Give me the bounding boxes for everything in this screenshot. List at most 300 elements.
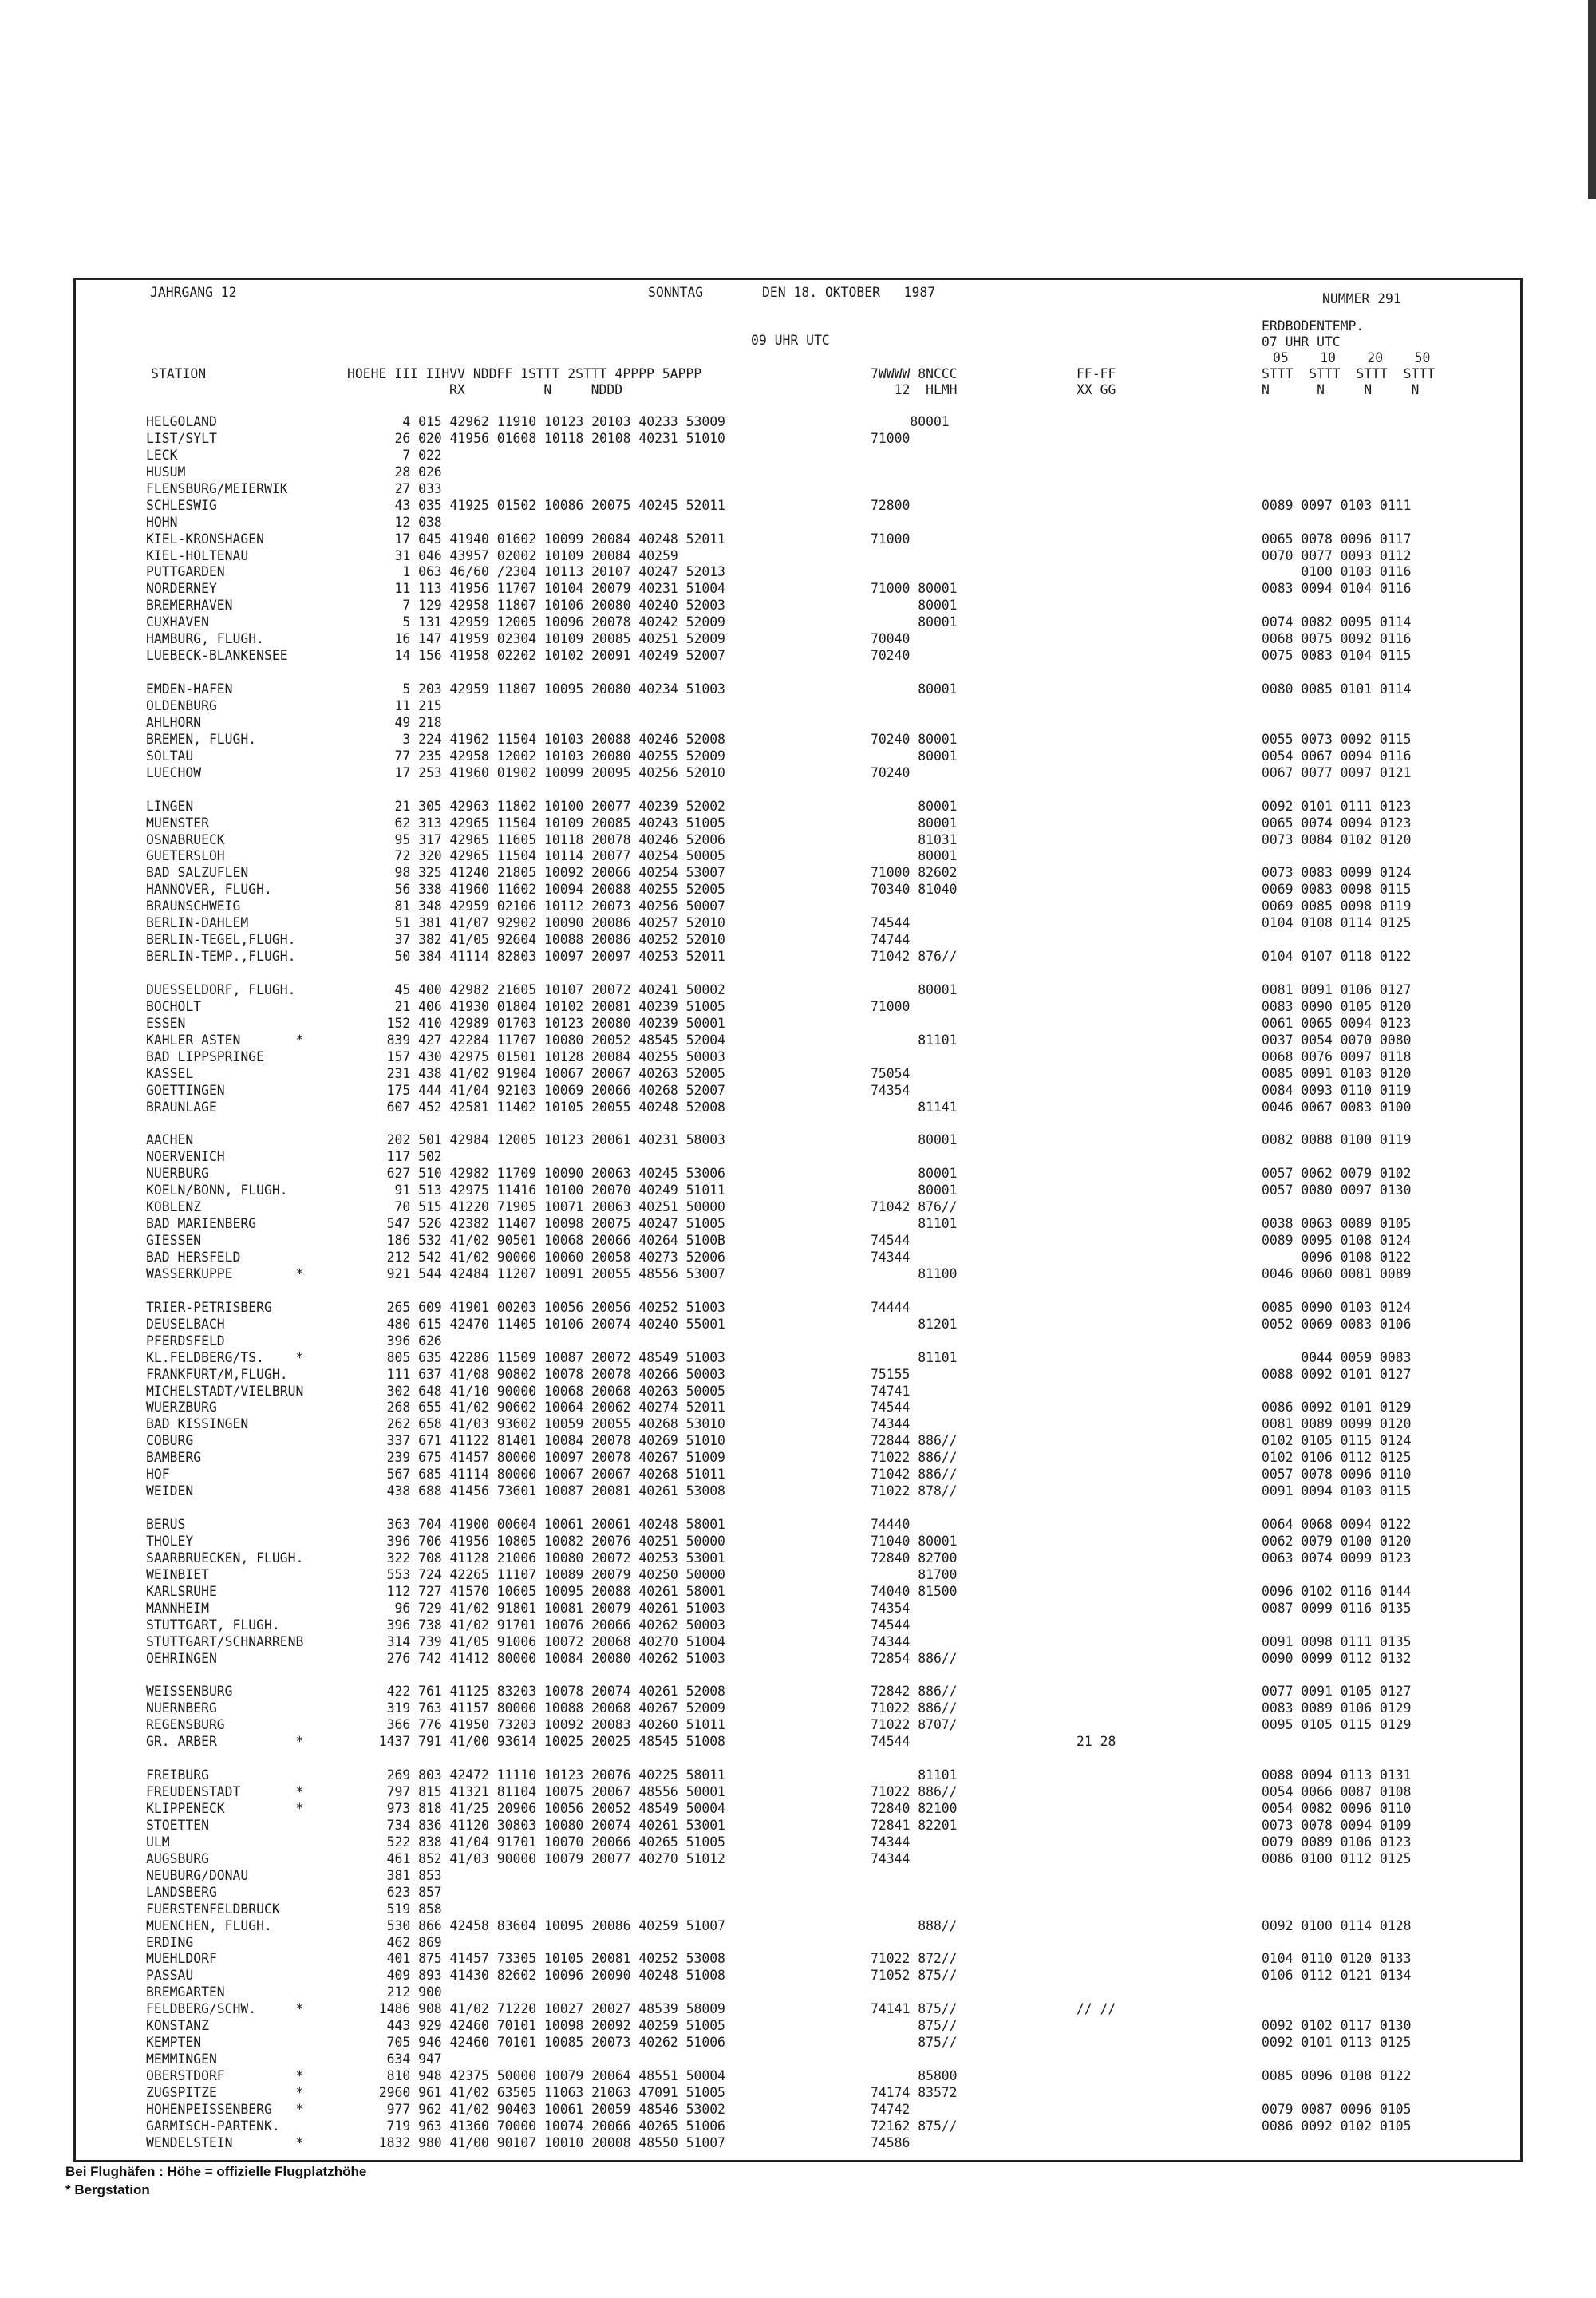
weather-group: 81031: [871, 831, 958, 847]
weather-group: 70240: [871, 764, 911, 780]
station-values: 519 858: [363, 1901, 442, 1917]
station-name: GOETTINGEN: [146, 1082, 225, 1098]
station-values: 50 384 41114 82803 10097 20097 40253 52011: [363, 949, 725, 965]
soil-temperatures: 0054 0082 0096 0110: [1262, 1801, 1412, 1817]
soil-temperatures: 0096 0108 0122: [1262, 1250, 1412, 1265]
station-values: 14 156 41958 02202 10102 20091 40249 52007: [363, 648, 725, 664]
weather-group: 74174 83572: [871, 2085, 958, 2100]
station-values: 27 033: [363, 480, 442, 496]
weather-group: 74344: [871, 1416, 911, 1432]
soil-temperatures: 0074 0082 0095 0114: [1262, 614, 1412, 630]
station-name: NOERVENICH: [146, 1149, 225, 1165]
station-name: EMDEN-HAFEN: [146, 681, 233, 697]
station-name: FELDBERG/SCHW. *: [146, 2001, 304, 2017]
station-values: 607 452 42581 11402 10105 20055 40248 52008: [363, 1099, 725, 1115]
soil-temperatures: 0089 0097 0103 0111: [1262, 497, 1412, 513]
weather-group: 71022 886//: [871, 1700, 958, 1716]
weather-group: 71042 876//: [871, 949, 958, 965]
weather-group: 72162 875//: [871, 2118, 958, 2134]
station-values: 28 026: [363, 464, 442, 480]
station-name: MEMMINGEN: [146, 2051, 217, 2067]
weather-columns-header: 7WWWW 8NCCC: [871, 366, 958, 381]
station-values: 2960 961 41/02 63505 11063 21063 47091 51005: [363, 2085, 725, 2100]
soil-temperature-time: 07 UHR UTC: [1262, 334, 1341, 349]
station-name: BAD KISSINGEN: [146, 1416, 249, 1432]
main-columns-header: HOEHE III IIHVV NDDFF 1STTT 2STTT 4PPPP 5APPP: [347, 366, 702, 381]
station-name: PFERDSFELD: [146, 1333, 225, 1348]
station-values: 1832 980 41/00 90107 10010 20008 48550 51007: [363, 2134, 725, 2150]
soil-temperatures: 0080 0085 0101 0114: [1262, 681, 1412, 697]
weather-group: 72840 82700: [871, 1550, 958, 1566]
station-values: 21 305 42963 11802 10100 20077 40239 52002: [363, 798, 725, 814]
station-values: 117 502: [363, 1149, 442, 1165]
soil-temperatures: 0077 0091 0105 0127: [1262, 1684, 1412, 1700]
soil-temperatures: 0100 0103 0116: [1262, 564, 1412, 580]
station-name: MUENSTER: [146, 815, 209, 831]
weather-group: 74586: [871, 2134, 911, 2150]
soil-temperatures: 0057 0062 0079 0102: [1262, 1166, 1412, 1182]
weather-group: 74344: [871, 1633, 911, 1649]
weather-group: 74344: [871, 1834, 911, 1850]
soil-temperatures: 0082 0088 0100 0119: [1262, 1132, 1412, 1148]
weather-group: 74344: [871, 1850, 911, 1866]
station-name: ESSEN: [146, 1015, 186, 1031]
station-values: 363 704 41900 00604 10061 20061 40248 58001: [363, 1517, 725, 1533]
weather-group: 71000 80001: [871, 581, 958, 597]
station-name: KL.FELDBERG/TS. *: [146, 1349, 304, 1365]
station-values: 322 708 41128 21006 10080 20072 40253 53001: [363, 1550, 725, 1566]
station-name: BRAUNSCHWEIG: [146, 898, 241, 914]
station-name: BERLIN-TEMP.,FLUGH.: [146, 949, 296, 965]
date-label: DEN 18. OKTOBER 1987: [762, 285, 936, 300]
soil-temperatures: 0044 0059 0083: [1262, 1349, 1412, 1365]
station-values: 627 510 42982 11709 10090 20063 40245 53006: [363, 1166, 725, 1182]
soil-temperatures: 0089 0095 0108 0124: [1262, 1233, 1412, 1249]
station-name: ZUGSPITZE *: [146, 2085, 304, 2100]
station-name: OLDENBURG: [146, 697, 217, 713]
weather-group: 80001: [871, 848, 958, 864]
station-name: REGENSBURG: [146, 1717, 225, 1733]
station-values: 319 763 41157 80000 10088 20068 40267 52009: [363, 1700, 725, 1716]
station-values: 1 063 46/60 /2304 10113 20107 40247 52013: [363, 564, 725, 580]
soil-temperatures: 0069 0085 0098 0119: [1262, 898, 1412, 914]
weather-group: 81201: [871, 1316, 958, 1332]
station-values: 268 655 41/02 90602 10064 20062 40274 52011: [363, 1400, 725, 1416]
station-values: 921 544 42484 11207 10091 20055 48556 53007: [363, 1265, 725, 1281]
station-name: LIST/SYLT: [146, 430, 217, 446]
weather-group: 80001: [871, 815, 958, 831]
station-name: KIEL-KRONSHAGEN: [146, 531, 265, 547]
station-values: 381 853: [363, 1867, 442, 1883]
station-name: BREMERHAVEN: [146, 598, 233, 614]
soil-temperatures: 0065 0078 0096 0117: [1262, 531, 1412, 547]
station-name: BOCHOLT: [146, 998, 202, 1014]
soil-temperatures: 0095 0105 0115 0129: [1262, 1717, 1412, 1733]
soil-temperatures: 0068 0076 0097 0118: [1262, 1048, 1412, 1064]
weather-group: 71000: [871, 430, 911, 446]
soil-temperatures: 0064 0068 0094 0122: [1262, 1517, 1412, 1533]
station-name: BREMEN, FLUGH.: [146, 731, 257, 747]
station-name: AUGSBURG: [146, 1850, 209, 1866]
footnote-mountain-station: * Bergstation: [65, 2182, 150, 2197]
station-values: 49 218: [363, 714, 442, 730]
station-name: PASSAU: [146, 1968, 194, 1984]
station-values: 634 947: [363, 2051, 442, 2067]
soil-temperatures: 0081 0091 0106 0127: [1262, 981, 1412, 997]
soil-temperatures: 0106 0112 0121 0134: [1262, 1968, 1412, 1984]
station-name: WENDELSTEIN *: [146, 2134, 304, 2150]
weather-group: 80001: [871, 798, 958, 814]
weather-group: 71022 886//: [871, 1450, 958, 1466]
weather-group: 71022 886//: [871, 1784, 958, 1800]
station-name: HANNOVER, FLUGH.: [146, 882, 272, 898]
wind-gust-header: FF-FF: [1077, 366, 1116, 381]
station-values: 337 671 41122 81401 10084 20078 40269 51010: [363, 1433, 725, 1449]
station-name: FREUDENSTADT *: [146, 1784, 304, 1800]
station-name: SOLTAU: [146, 748, 194, 764]
station-name: BREMGARTEN: [146, 1984, 225, 2000]
weather-group: 74544: [871, 1734, 911, 1750]
soil-temperatures: 0079 0089 0106 0123: [1262, 1834, 1412, 1850]
station-values: 265 609 41901 00203 10056 20056 40252 51003: [363, 1299, 725, 1315]
station-name: GARMISCH-PARTENK.: [146, 2118, 280, 2134]
weather-group: 81101: [871, 1216, 958, 1232]
station-name: FREIBURG: [146, 1767, 209, 1783]
station-name: HUSUM: [146, 464, 186, 480]
weather-group: 875//: [871, 2018, 958, 2034]
station-name: AHLHORN: [146, 714, 202, 730]
soil-temperatures: 0086 0092 0101 0129: [1262, 1400, 1412, 1416]
station-values: 805 635 42286 11509 10087 20072 48549 51003: [363, 1349, 725, 1365]
station-name: THOLEY: [146, 1533, 194, 1549]
station-name: KOELN/BONN, FLUGH.: [146, 1183, 288, 1198]
weather-group: 74544: [871, 1233, 911, 1249]
soil-temperatures: 0104 0108 0114 0125: [1262, 915, 1412, 931]
weather-group: 71022 8707/: [871, 1717, 958, 1733]
station-name: NUERBURG: [146, 1166, 209, 1182]
station-values: 443 929 42460 70101 10098 20092 40259 51005: [363, 2018, 725, 2034]
volume-label: JAHRGANG 12: [150, 285, 237, 300]
station-name: MANNHEIM: [146, 1600, 209, 1616]
station-values: 5 131 42959 12005 10096 20078 40242 52009: [363, 614, 725, 630]
station-values: 4 015 42962 11910 10123 20103 40233 53009: [363, 414, 725, 429]
soil-temperatures: 0075 0083 0104 0115: [1262, 648, 1412, 664]
station-values: 17 045 41940 01602 10099 20084 40248 52011: [363, 531, 725, 547]
station-values: 17 253 41960 01902 10099 20095 40256 52010: [363, 764, 725, 780]
soil-temperatures: 0038 0063 0089 0105: [1262, 1216, 1412, 1232]
soil-temperatures: 0057 0078 0096 0110: [1262, 1467, 1412, 1483]
station-name: OSNABRUECK: [146, 831, 225, 847]
weather-group: 74344: [871, 1250, 911, 1265]
soil-temperatures: 0091 0098 0111 0135: [1262, 1633, 1412, 1649]
station-name: KLIPPENECK *: [146, 1801, 304, 1817]
weather-group: 70040: [871, 631, 911, 647]
station-values: 43 035 41925 01502 10086 20075 40245 52011: [363, 497, 725, 513]
station-values: 56 338 41960 11602 10094 20088 40255 52005: [363, 882, 725, 898]
main-columns-subheader: RX N NDDD: [449, 382, 623, 397]
station-name: SAARBRUECKEN, FLUGH.: [146, 1550, 304, 1566]
station-values: 396 706 41956 10805 10082 20076 40251 50000: [363, 1533, 725, 1549]
station-values: 45 400 42982 21605 10107 20072 40241 50002: [363, 981, 725, 997]
station-name: COBURG: [146, 1433, 194, 1449]
soil-temperatures: 0079 0087 0096 0105: [1262, 2101, 1412, 2117]
station-values: 175 444 41/04 92103 10069 20066 40268 52007: [363, 1082, 725, 1098]
soil-temperatures: 0085 0090 0103 0124: [1262, 1299, 1412, 1315]
station-name: KARLSRUHE: [146, 1583, 217, 1599]
soil-temperatures: 0081 0089 0099 0120: [1262, 1416, 1412, 1432]
station-values: 16 147 41959 02304 10109 20085 40251 52009: [363, 631, 725, 647]
station-name: OBERSTDORF *: [146, 2068, 304, 2084]
station-name: WEISSENBURG: [146, 1684, 233, 1700]
station-values: 719 963 41360 70000 10074 20066 40265 51006: [363, 2118, 725, 2134]
station-values: 95 317 42965 11605 10118 20078 40246 52006: [363, 831, 725, 847]
station-name: NUERNBERG: [146, 1700, 217, 1716]
weather-group: 71042 876//: [871, 1199, 958, 1215]
soil-temperatures: 0083 0094 0104 0116: [1262, 581, 1412, 597]
weather-group: 81101: [871, 1349, 958, 1365]
station-name: HOHN: [146, 514, 178, 530]
soil-temperatures: 0083 0090 0105 0120: [1262, 998, 1412, 1014]
weather-group: 71042 886//: [871, 1467, 958, 1483]
soil-temperatures: 0086 0100 0112 0125: [1262, 1850, 1412, 1866]
station-values: 705 946 42460 70101 10085 20073 40262 51006: [363, 2035, 725, 2051]
station-values: 262 658 41/03 93602 10059 20055 40268 53010: [363, 1416, 725, 1432]
station-name: WEIDEN: [146, 1483, 194, 1499]
station-values: 547 526 42382 11407 10098 20075 40247 51005: [363, 1216, 725, 1232]
station-name: BERLIN-TEGEL,FLUGH.: [146, 932, 296, 948]
station-name: LECK: [146, 447, 178, 463]
station-name: STOETTEN: [146, 1817, 209, 1833]
station-name: BAD SALZUFLEN: [146, 865, 249, 881]
station-values: 70 515 41220 71905 10071 20063 40251 50000: [363, 1199, 725, 1215]
weather-group: 72841 82201: [871, 1817, 958, 1833]
station-values: 7 022: [363, 447, 442, 463]
station-name: AACHEN: [146, 1132, 194, 1148]
station-name: HOF: [146, 1467, 170, 1483]
station-name: BERUS: [146, 1517, 186, 1533]
station-values: 553 724 42265 11107 10089 20079 40250 50000: [363, 1566, 725, 1582]
weather-group: 71052 875//: [871, 1968, 958, 1984]
weather-group: 74544: [871, 915, 911, 931]
weather-columns-subheader: 12 HLMH: [871, 382, 958, 397]
station-values: 480 615 42470 11405 10106 20074 40240 55001: [363, 1316, 725, 1332]
weather-group: 74354: [871, 1082, 911, 1098]
station-values: 797 815 41321 81104 10075 20067 48556 50001: [363, 1784, 725, 1800]
station-values: 26 020 41956 01608 10118 20108 40231 51010: [363, 430, 725, 446]
station-name: LUEBECK-BLANKENSEE: [146, 648, 288, 664]
weather-group: 74040 81500: [871, 1583, 958, 1599]
soil-temperatures: 0055 0073 0092 0115: [1262, 731, 1412, 747]
soil-temperatures: 0073 0078 0094 0109: [1262, 1817, 1412, 1833]
station-values: 11 215: [363, 697, 442, 713]
station-name: KONSTANZ: [146, 2018, 209, 2034]
soil-temperatures: 0057 0080 0097 0130: [1262, 1183, 1412, 1198]
station-values: 186 532 41/02 90501 10068 20066 40264 5100B: [363, 1233, 725, 1249]
station-values: 567 685 41114 80000 10067 20067 40268 51011: [363, 1467, 725, 1483]
station-name: MICHELSTADT/VIELBRUN: [146, 1383, 304, 1399]
station-values: 409 893 41430 82602 10096 20090 40248 51008: [363, 1968, 725, 1984]
soil-temperatures: 0087 0099 0116 0135: [1262, 1600, 1412, 1616]
weather-group: 70240: [871, 648, 911, 664]
station-values: 839 427 42284 11707 10080 20052 48545 52004: [363, 1032, 725, 1048]
station-values: 62 313 42965 11504 10109 20085 40243 51005: [363, 815, 725, 831]
weather-group: 80001: [871, 1183, 958, 1198]
soil-temperatures: 0073 0083 0099 0124: [1262, 865, 1412, 881]
station-values: 5 203 42959 11807 10095 20080 40234 51003: [363, 681, 725, 697]
weather-group: 75054: [871, 1065, 911, 1081]
weather-group: 71000 82602: [871, 865, 958, 881]
weather-group: 80001: [871, 981, 958, 997]
station-values: 77 235 42958 12002 10103 20080 40255 52009: [363, 748, 725, 764]
station-values: 396 626: [363, 1333, 442, 1348]
soil-temperatures: 0068 0075 0092 0116: [1262, 631, 1412, 647]
weather-group: 80001: [871, 414, 950, 429]
station-name: BAMBERG: [146, 1450, 202, 1466]
weather-group: 81141: [871, 1099, 958, 1115]
soil-temperatures: 0102 0106 0112 0125: [1262, 1450, 1412, 1466]
soil-temperatures: 0092 0102 0117 0130: [1262, 2018, 1412, 2034]
soil-depths: 05 10 20 50: [1273, 350, 1431, 365]
weekday-label: SONNTAG: [648, 285, 704, 300]
weather-group: 74744: [871, 932, 911, 948]
station-name: ULM: [146, 1834, 170, 1850]
station-name: BRAUNLAGE: [146, 1099, 217, 1115]
weather-group: 80001: [871, 614, 958, 630]
soil-temperatures: 0069 0083 0098 0115: [1262, 882, 1412, 898]
station-values: 7 129 42958 11807 10106 20080 40240 52003: [363, 598, 725, 614]
station-values: 37 382 41/05 92604 10088 20086 40252 52010: [363, 932, 725, 948]
soil-temperatures: 0067 0077 0097 0121: [1262, 764, 1412, 780]
weather-group: 81101: [871, 1767, 958, 1783]
station-name: MUENCHEN, FLUGH.: [146, 1917, 272, 1933]
station-values: 202 501 42984 12005 10123 20061 40231 58003: [363, 1132, 725, 1148]
soil-temperatures: 0063 0074 0099 0123: [1262, 1550, 1412, 1566]
issue-number: NUMMER 291: [1322, 291, 1401, 306]
station-name: FUERSTENFELDBRUCK: [146, 1901, 280, 1917]
station-values: 98 325 41240 21805 10092 20066 40254 53007: [363, 865, 725, 881]
weather-group: 71000: [871, 998, 911, 1014]
station-name: BAD HERSFELD: [146, 1250, 241, 1265]
station-header: STATION: [151, 366, 207, 381]
station-values: 112 727 41570 10605 10095 20088 40261 58001: [363, 1583, 725, 1599]
station-values: 522 838 41/04 91701 10070 20066 40265 51005: [363, 1834, 725, 1850]
station-values: 269 803 42472 11110 10123 20076 40225 58011: [363, 1767, 725, 1783]
soil-temperatures: 0104 0107 0118 0122: [1262, 949, 1412, 965]
station-name: DEUSELBACH: [146, 1316, 225, 1332]
soil-temperatures: 0046 0060 0081 0089: [1262, 1265, 1412, 1281]
soil-temperatures: 0084 0093 0110 0119: [1262, 1082, 1412, 1098]
soil-temperatures: 0096 0102 0116 0144: [1262, 1583, 1412, 1599]
soil-temperatures: 0037 0054 0070 0080: [1262, 1032, 1412, 1048]
weather-group: 74444: [871, 1299, 911, 1315]
soil-temperatures: 0091 0094 0103 0115: [1262, 1483, 1412, 1499]
weather-group: 71022 878//: [871, 1483, 958, 1499]
station-name: GR. ARBER *: [146, 1734, 304, 1750]
station-name: TRIER-PETRISBERG: [146, 1299, 272, 1315]
soil-temperatures: 0054 0066 0087 0108: [1262, 1784, 1412, 1800]
weather-group: 71022 872//: [871, 1951, 958, 1967]
soil-temperatures: 0092 0100 0114 0128: [1262, 1917, 1412, 1933]
station-values: 81 348 42959 02106 10112 20073 40256 50007: [363, 898, 725, 914]
station-values: 51 381 41/07 92902 10090 20086 40257 52010: [363, 915, 725, 931]
station-values: 1437 791 41/00 93614 10025 20025 48545 51008: [363, 1734, 725, 1750]
station-name: KAHLER ASTEN *: [146, 1032, 304, 1048]
weather-group: 85800: [871, 2068, 958, 2084]
soil-temperatures: 0052 0069 0083 0106: [1262, 1316, 1412, 1332]
station-name: HELGOLAND: [146, 414, 217, 429]
soil-columns-subheader: N N N N: [1262, 382, 1420, 397]
weather-group: 80001: [871, 1132, 958, 1148]
gust-group: 21 28: [1077, 1734, 1116, 1750]
weather-group: 81101: [871, 1032, 958, 1048]
soil-temperatures: 0062 0079 0100 0120: [1262, 1533, 1412, 1549]
weather-group: 74544: [871, 1617, 911, 1633]
station-values: 239 675 41457 80000 10097 20078 40267 51009: [363, 1450, 725, 1466]
soil-temperatures: 0073 0084 0102 0120: [1262, 831, 1412, 847]
station-name: STUTTGART/SCHNARRENB: [146, 1633, 304, 1649]
station-values: 157 430 42975 01501 10128 20084 40255 50003: [363, 1048, 725, 1064]
soil-temperatures: 0065 0074 0094 0123: [1262, 815, 1412, 831]
station-name: FRANKFURT/M,FLUGH.: [146, 1366, 288, 1382]
footnote-airports: Bei Flughäfen : Höhe = offizielle Flugplatzhöhe: [65, 2164, 367, 2179]
station-values: 11 113 41956 11707 10104 20079 40231 51004: [363, 581, 725, 597]
station-values: 366 776 41950 73203 10092 20083 40260 51011: [363, 1717, 725, 1733]
soil-temperatures: 0090 0099 0112 0132: [1262, 1650, 1412, 1666]
station-name: HOHENPEISSENBERG *: [146, 2101, 304, 2117]
station-values: 212 542 41/02 90000 10060 20058 40273 52006: [363, 1250, 725, 1265]
station-name: WUERZBURG: [146, 1400, 217, 1416]
soil-temperatures: 0086 0092 0102 0105: [1262, 2118, 1412, 2134]
station-values: 1486 908 41/02 71220 10027 20027 48539 58009: [363, 2001, 725, 2017]
weather-group: 81700: [871, 1566, 958, 1582]
weather-group: 72854 886//: [871, 1650, 958, 1666]
station-values: 91 513 42975 11416 10100 20070 40249 51011: [363, 1183, 725, 1198]
station-values: 31 046 43957 02002 10109 20084 40259: [363, 547, 678, 563]
station-name: BERLIN-DAHLEM: [146, 915, 249, 931]
station-values: 810 948 42375 50000 10079 20064 48551 50004: [363, 2068, 725, 2084]
station-values: 401 875 41457 73305 10105 20081 40252 53008: [363, 1951, 725, 1967]
soil-temperatures: 0085 0091 0103 0120: [1262, 1065, 1412, 1081]
soil-temperatures: 0092 0101 0111 0123: [1262, 798, 1412, 814]
station-name: KIEL-HOLTENAU: [146, 547, 249, 563]
station-values: 276 742 41412 80000 10084 20080 40262 51003: [363, 1650, 725, 1666]
weather-group: 72840 82100: [871, 1801, 958, 1817]
soil-columns-header: STTT STTT STTT STTT: [1262, 366, 1436, 381]
station-name: GIESSEN: [146, 1233, 202, 1249]
station-values: 623 857: [363, 1884, 442, 1900]
weather-group: 81100: [871, 1265, 958, 1281]
soil-temperature-title: ERDBODENTEMP.: [1262, 318, 1365, 334]
station-values: 3 224 41962 11504 10103 20088 40246 52008: [363, 731, 725, 747]
soil-temperatures: 0092 0101 0113 0125: [1262, 2035, 1412, 2051]
station-values: 302 648 41/10 90000 10068 20068 40263 50005: [363, 1383, 725, 1399]
gust-group: // //: [1077, 2001, 1116, 2017]
weather-group: 71040 80001: [871, 1533, 958, 1549]
station-name: DUESSELDORF, FLUGH.: [146, 981, 296, 997]
station-name: HAMBURG, FLUGH.: [146, 631, 265, 647]
soil-temperatures: 0061 0065 0094 0123: [1262, 1015, 1412, 1031]
soil-temperatures: 0088 0094 0113 0131: [1262, 1767, 1412, 1783]
weather-group: 80001: [871, 748, 958, 764]
station-values: 152 410 42989 01703 10123 20080 40239 50001: [363, 1015, 725, 1031]
station-values: 111 637 41/08 90802 10078 20078 40266 50003: [363, 1366, 725, 1382]
station-name: OEHRINGEN: [146, 1650, 217, 1666]
station-name: SCHLESWIG: [146, 497, 217, 513]
station-values: 12 038: [363, 514, 442, 530]
station-name: NEUBURG/DONAU: [146, 1867, 249, 1883]
station-values: 396 738 41/02 91701 10076 20066 40262 50003: [363, 1617, 725, 1633]
soil-temperatures: 0070 0077 0093 0112: [1262, 547, 1412, 563]
